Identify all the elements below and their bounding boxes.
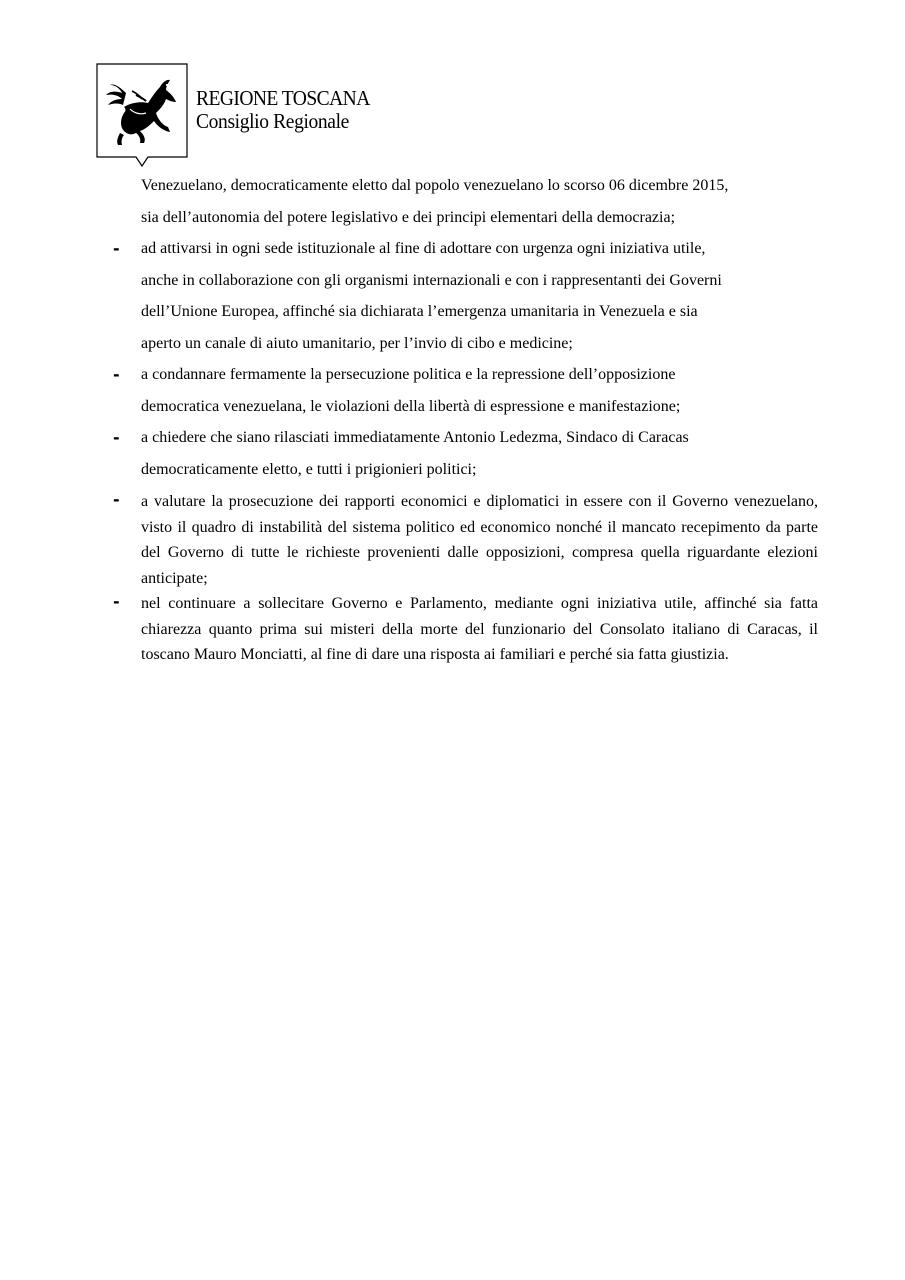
bullet-dash: - [113,490,120,509]
text-line: democratica venezuelana, le violazioni della libertà di espressione e manifestazione; [141,397,681,415]
text-line: democraticamente eletto, e tutti i prigionieri politici; [141,460,477,478]
org-name: REGIONE TOSCANA [196,86,370,110]
list-item [0,422,818,485]
list-item [0,233,818,359]
org-subtitle: Consiglio Regionale [196,109,349,133]
document-body [0,170,905,668]
text-line: anche in collaborazione con gli organismi internazionali e con i rappresentanti dei Governi [141,271,722,289]
bullet-dash: - [113,365,120,384]
list-item [0,359,818,422]
bullet-dash: - [113,592,120,611]
text-line: a condannare fermamente la persecuzione politica e la repressione dell’opposizione [141,366,676,383]
text-line: aperto un canale di aiuto umanitario, per l’invio di cibo e medicine; [141,334,573,352]
text-line: dell’Unione Europea, affinché sia dichiarata l’emergenza umanitaria in Venezuela e sia [141,303,698,320]
tuscany-pegasus-crest-icon [96,63,188,167]
paragraph-text: a valutare la prosecuzione dei rapporti economici e diplomatici in essere con il Governo venezuelano, visto il quadro di instabilità del sistema politico ed economico nonché il mancato recepimento da parte del Governo di tutte le richieste provenienti dalle opposizioni, compresa quella riguardante elezioni anticipate; [141,493,818,587]
bullet-dash: - [113,428,120,447]
paragraph-text: nel continuare a sollecitare Governo e Parlamento, mediante ogni iniziativa utile, affinché sia fatta chiarezza quanto prima sui misteri della morte del funzionario del Consolato italiano di Caracas, il toscano Mauro Monciatti, al fine di dare una risposta ai familiari e perché sia fatta giustizia. [141,595,818,663]
list-item [0,489,818,591]
intro-paragraph [0,170,818,233]
list-item [0,591,818,668]
organization-title [196,87,383,133]
text-line: ad attivarsi in ogni sede istituzionale al fine di adottare con urgenza ogni iniziativa utile, [141,240,706,257]
text-line: sia dell’autonomia del potere legislativo e dei principi elementari della democrazia; [141,208,676,226]
text-line: a chiedere che siano rilasciati immediatamente Antonio Ledezma, Sindaco di Caracas [141,429,689,446]
text-line: Venezuelano, democraticamente eletto dal popolo venezuelano lo scorso 06 dicembre 2015, [141,177,729,194]
letterhead [96,63,416,168]
bullet-dash: - [113,239,120,258]
